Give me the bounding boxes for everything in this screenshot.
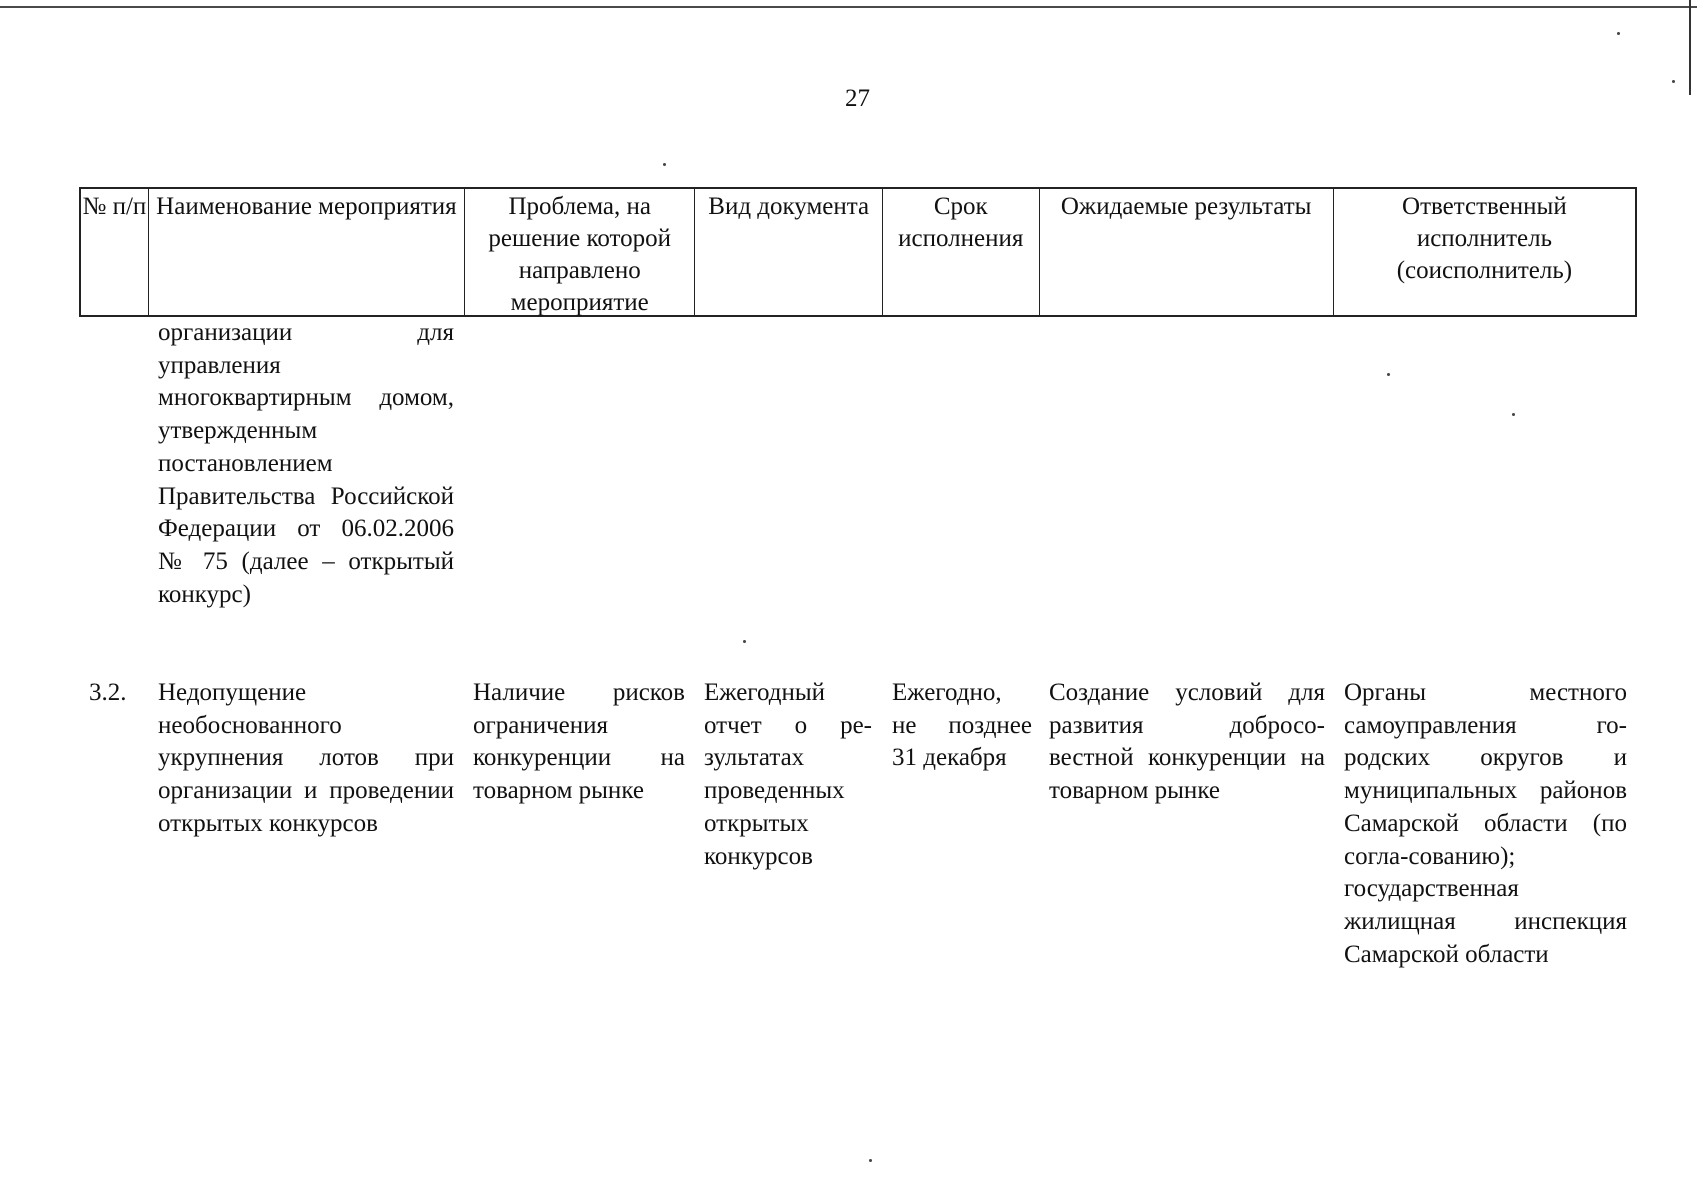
- row-expected-results: Создание условий для развития добросо-вестной конкуренции на товарном рынке: [1049, 679, 1325, 805]
- scan-speck: [1672, 80, 1675, 83]
- page-number: 27: [845, 85, 870, 112]
- row-problem: Наличие рисков ограничения конкуренции на товарном рынке: [473, 679, 685, 805]
- table-header-row: [79, 187, 1637, 317]
- scan-speck: [869, 1159, 872, 1162]
- measures-table: [79, 187, 1637, 968]
- row-number: 3.2.: [89, 679, 127, 706]
- row-deadline: Ежегодно, не позднее 31 декабря: [892, 679, 1032, 772]
- header-deadline: Срок исполнения: [883, 189, 1040, 315]
- header-document-type: Вид документа: [695, 189, 883, 315]
- header-problem: Проблема, на решение которой направлено мероприятие: [465, 189, 695, 315]
- scan-speck: [1387, 373, 1390, 376]
- header-measure-name: Наименование мероприятия: [149, 189, 465, 315]
- scan-speck: [1512, 413, 1515, 416]
- header-responsible: Ответственный исполнитель (соисполнитель): [1396, 193, 1573, 284]
- header-expected-results: Ожидаемые результаты: [1040, 189, 1334, 315]
- row-measure-name: Недопущение необоснованного укрупнения лотов при организации и проведении открытых конкурсов: [158, 679, 454, 837]
- continued-measure-name: организации для управления многоквартирным домом, утвержденным постановлением Правительства Российской Федерации от 06.02.2006 № 75 (далее – открытый конкурс): [158, 319, 454, 608]
- header-number: № п/п: [81, 189, 149, 315]
- scan-speck: [743, 640, 746, 643]
- row-responsible: Органы местного самоуправления го-родских округов и муниципальных районов Самарской области (по согла-сованию); государственная жилищная инспекция Самарской области: [1344, 679, 1627, 968]
- scan-right-edge: [1689, 0, 1691, 95]
- scan-top-border: [0, 6, 1697, 8]
- scan-speck: [1617, 32, 1620, 35]
- row-document-type: Ежегодный отчет о ре-зультатах проведенных открытых конкурсов: [704, 679, 872, 870]
- scan-speck: [663, 163, 666, 166]
